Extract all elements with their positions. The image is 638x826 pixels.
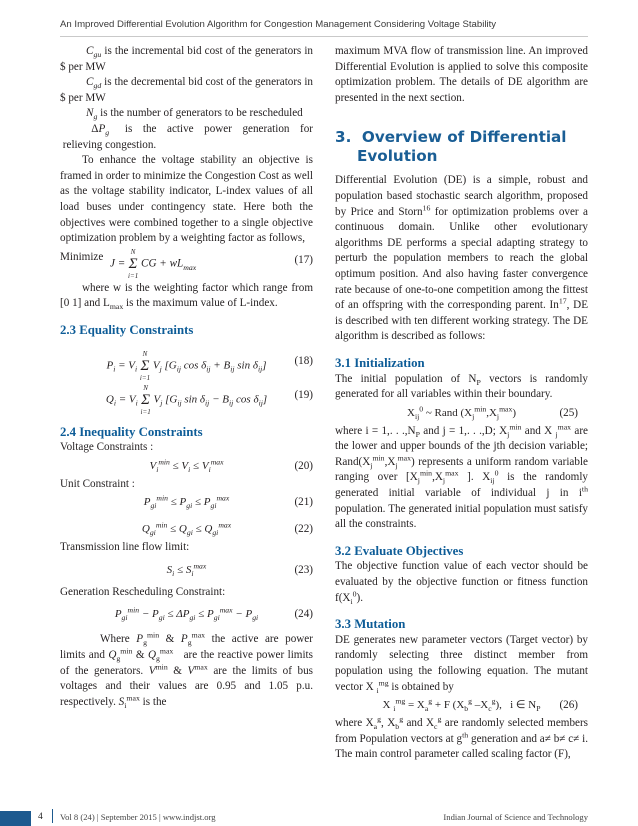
page-number: 4 [38,812,43,822]
unit-constraint-label: Unit Constraint : [60,477,135,490]
eq17-number: (17) [294,253,313,266]
eq22-number: (22) [294,523,313,536]
section-3-3-heading: 3.3 Mutation [335,617,406,632]
section-3-2-heading: 3.2 Evaluate Objectives [335,543,464,558]
left-column [60,44,313,710]
eq21-number: (21) [294,496,313,509]
def-cgu: $C_{gu}$ is the incremental bid cost of the generators in $ per MW [60,45,313,73]
eq20-body: $V_i^{min} \le V_i \le V_i^{max}$ [149,457,224,474]
equation-23 [60,560,313,581]
equation-17 [60,247,313,281]
equation-21 [60,492,313,513]
para-evaluate: The objective function value of each vector should be evaluated by the objective function or fitness function $f(X_i^0)$. [335,560,588,606]
para-mva: maximum MVA flow of transmission line. An improved Differential Evolution is applied to solve this composite optimization problem. The details of DE algorithm are presented in the next section. [335,45,588,104]
eq18-number: (18) [294,354,313,367]
eq23-body: $S_i \le S_i^{max}$ [166,561,207,579]
eq22-body: $Q_{gi}^{min} \le Q_{gi} \le Q_{gi}^{max}$ [141,520,232,538]
def-cgd: $C_{gd}$ is the decremental bid cost of the generators in $ per MW [60,76,313,104]
section-2-3-heading: 2.3 Equality Constraints [60,322,194,337]
eq25-body: $X_{ij}^0$ ~ Rand $(X_j^{min},X_j^{max})$ [407,404,516,421]
eq24-number: (24) [294,608,313,621]
eq19-body: $Q_i = V_i$ N Σ i=1 $V_j$ [$G_{ij}$ $\sin \delta_{ij} - B_{ij}$ $\cos \delta_{ij}$] [105,383,268,416]
equation-25 [335,403,588,424]
eq18-body: $P_i = V_i$ N Σ i=1 $V_j$ [$G_{ij}$ $\cos \delta_{ij} + B_{ij}$ $\sin \delta_{ij}$] [106,349,267,382]
footer-separator [52,809,53,823]
equation-20 [60,456,313,477]
eq21-body: $P_{gi}^{min} \le P_{gi} \le P_{gi}^{max}$ [143,493,230,511]
equation-24 [60,604,313,625]
eq17-label: Minimize [60,250,104,263]
equation-18 [60,346,313,380]
eq25-number: (25) [559,406,578,419]
eq24-body: $P_{gi}^{min} - P_{gi} \le \Delta P_{gi} \le P_{gi}^{max} - P_{gi}$ [114,605,259,623]
header-rule [60,36,588,37]
eq26-body: X $_i^{mg} = X_a^g + F$ ($X_b^g$ $-X_c^g$), i ∈ $N_P$ [382,696,541,714]
para-mutation: DE generates new parameter vectors (Target vector) by randomly selecting three distinct member from population using the following equation. The mutant vector X $_i^{mg}$ is obtained by [335,633,588,695]
para-objective: To enhance the voltage stability an objective is framed in order to minimize the Congestion Cost as well as the voltage stability indicator, L-index values of all load buses under contingency state. Here both the objectives were combined together to a single objective optimization problem by a weighting factor as follows, [60,154,313,245]
eq26-number: (26) [559,699,578,712]
eq17-body: J = N Σ i=1 CG + $wL_{max}$ [110,247,197,280]
section-3-heading: 3. Overview of Differential Evolution [335,128,567,166]
para-selected: where $X_a^g$, $X_b^g$ and $X_c^g$ are randomly selected members from Population vectors at $g^{th}$ generation and a≠ b≠ c≠ i. The main control parameter called scaling factor (F), [335,714,589,761]
section-2-4-heading: 2.4 Inequality Constraints [60,424,203,439]
para-limits: Where $P_g^{min}$ & $P_g^{max}$ the active are power limits and $Q_g^{min}$ & $Q_g^{max}$ are the reactive power limits of the generators. $V^{min}$ & $V^{max}$ are the limits of bus voltages and their values are 0.95 and 1.05 p.u. respectively. $S_i^{max}$ is the [60,630,313,711]
eq20-number: (20) [294,459,313,472]
section-3-1-heading: 3.1 Initialization [335,355,425,370]
para-de-intro: Differential Evolution (DE) is a simple, robust and population based stochastic search algorithm, proposed by Price and Storn$^{16}$ for optimization problems over a continuous domain. Unlike other evolutionary algorithms DE performs a special adapting strategy to perturb the population members to reach the global optimum position. And also having faster convergence rate because of one-to-one competition among the fittest of an offspring with the corresponding parent. In$^{17}$, DE is described with ten different working strategy. The DE algorithm is described as follows: [335,174,589,343]
line-flow-label: Transmission line flow limit: [60,541,190,554]
eq23-number: (23) [294,563,313,576]
para-weighting: where w is the weighting factor which range from [0 1] and $L_{max}$ is the maximum value of L-index. [60,281,313,312]
def-ng: $N_g$ is the number of generators to be rescheduled [86,107,303,122]
right-column [335,44,588,763]
voltage-constraints-label: Voltage Constraints : [60,441,154,454]
equation-22 [60,519,313,540]
equation-26 [335,695,588,716]
para-bounds: where i = 1,. . $.,N_P$ and j = 1,. . .,D; $X_j^{min}$ and X $_j^{max}$ are the lower and upper bounds of the jth decision variable; $Rand(X_j^{min},X_j^{max})$ represents a uniform random variable ranging over [$X_j^{min},X_j^{max}$ ]. $X_{ij}^0$ is the randomly generated initial variable of individual j in $i^{th}$ population. The generated initial population must satisfy all the constraints. [335,421,588,531]
eq19-number: (19) [294,388,313,401]
rescheduling-label: Generation Rescheduling Constraint: [60,585,226,598]
footer-volume: Vol 8 (24) | September 2015 | www.indjst.org [60,812,216,822]
running-header: An Improved Differential Evolution Algorithm for Congestion Management Considering Voltage Stability [60,19,497,30]
equation-19 [60,380,313,414]
def-dpg: $\Delta P_g$ is the active power generation for relieving congestion. [60,122,313,151]
para-init: The initial population of $N_P$ vectors is randomly generated for all variables within their boundary. [335,372,588,401]
footer-color-bar [0,811,31,826]
footer-journal: Indian Journal of Science and Technology [443,812,588,822]
